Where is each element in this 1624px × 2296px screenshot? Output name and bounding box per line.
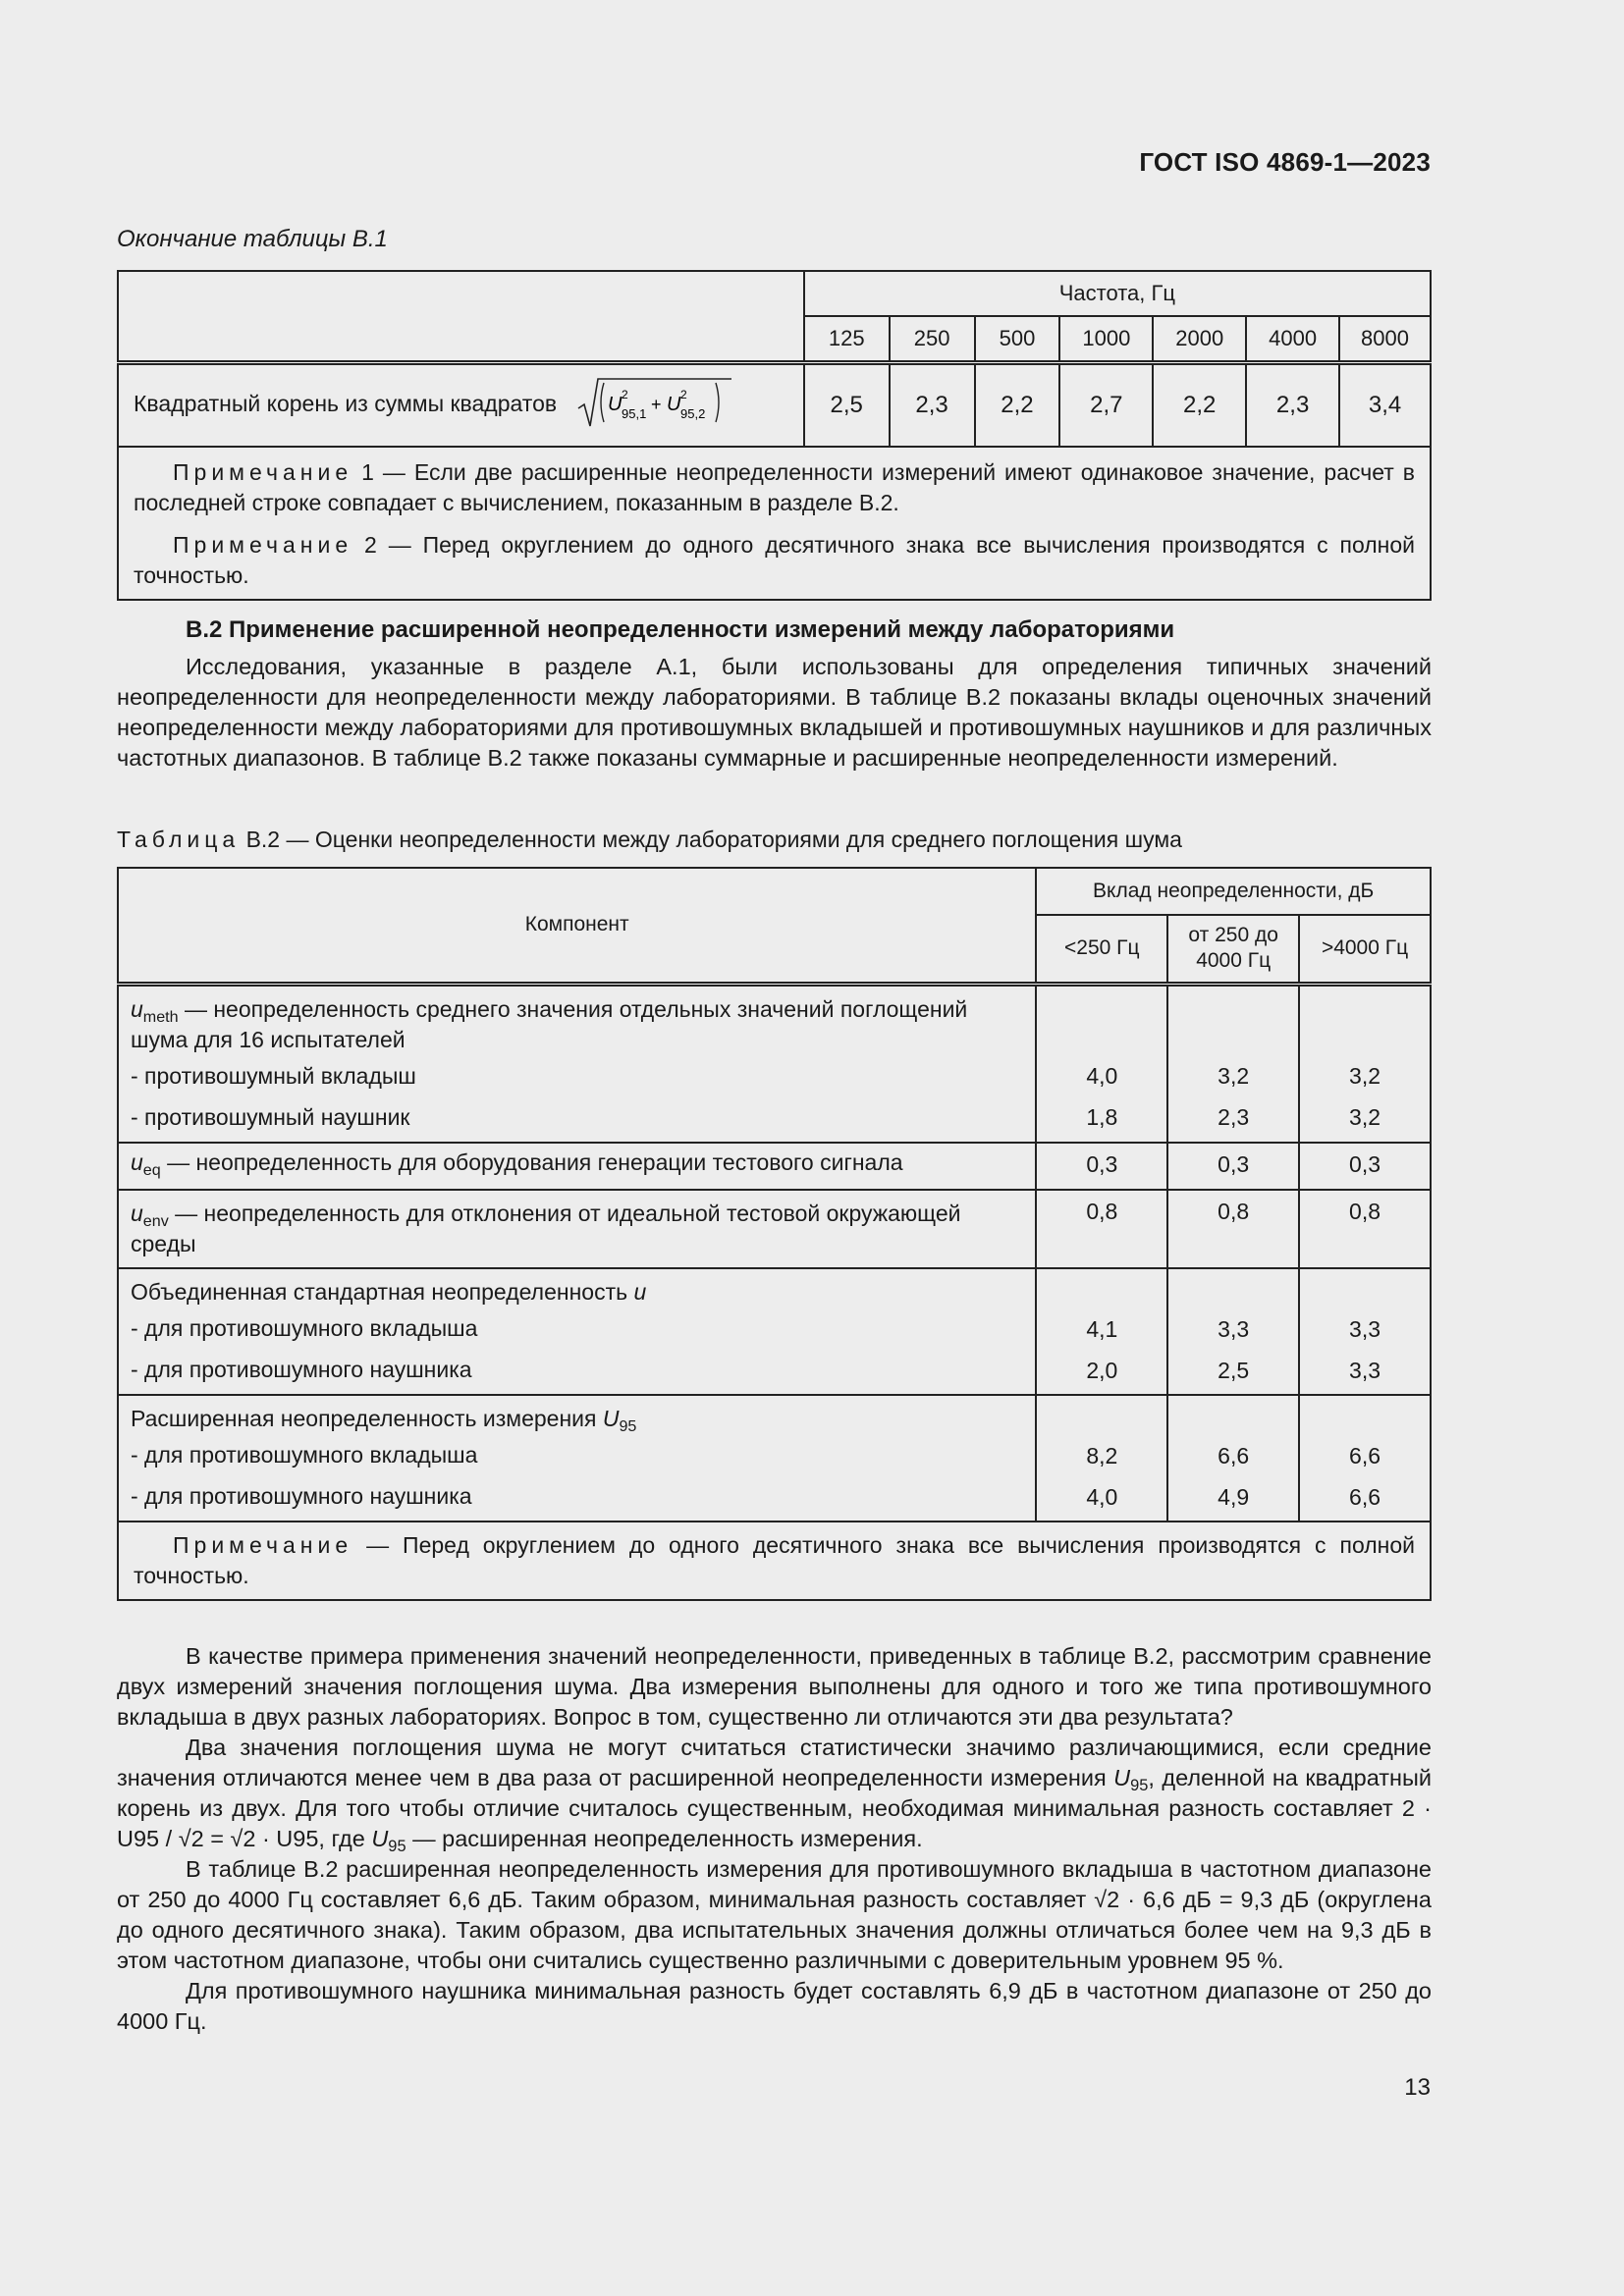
row-label-text: Квадратный корень из суммы квадратов (134, 391, 558, 417)
value-cell: 0,3 (1299, 1143, 1431, 1190)
value-cell: 2,2 (975, 363, 1060, 448)
body-paragraph-2: Два значения поглощения шума не могут считаться статистически значимо различающимися, если средние значения отличаются менее чем в два раза от расширенной неопределенности измерения $U_{95}$, деленной на квадратный корень из двух. Для того чтобы отличие считалось существенным, необходимая минимальная разность составляет 2 · U95 / √2 = √2 · U95, где $U_{95}$ — расширенная неопределенность измерения. (117, 1735, 1433, 1855)
value-cell: 2,7 (1059, 363, 1153, 448)
value-cell: 3,3 2,5 (1167, 1268, 1299, 1395)
standard-header: ГОСТ ISO 4869-1—2023 (1139, 147, 1431, 177)
value-cell: 6,6 6,6 (1299, 1395, 1431, 1522)
table-b1-end (117, 270, 1432, 601)
table2-note: Примечание — Перед округлением до одного десятичного знака все вычисления производятся с полной точностью. (118, 1522, 1431, 1600)
value-cell: 2,2 (1153, 363, 1246, 448)
root-sum-squares-formula (576, 375, 733, 436)
value-cell: 3,3 3,3 (1299, 1268, 1431, 1395)
value-cell: 4,0 1,8 (1036, 984, 1167, 1143)
value-cell: 2,3 (890, 363, 975, 448)
component-eq: $u_{eq}$ — неопределенность для оборудования генерации тестового сигнала (118, 1143, 1036, 1190)
component-meth: $u_{meth}$ — неопределенность среднего значения отдельных значений поглощений шума для 16 испытателей - противошумный вкладыш - противошумный наушник (118, 984, 1036, 1143)
value-cell: 0,3 (1167, 1143, 1299, 1190)
freq-header: Частота, Гц (804, 271, 1431, 316)
value-cell: 6,6 4,9 (1167, 1395, 1299, 1522)
svg-text:U: U (608, 394, 623, 415)
svg-text:95,1: 95,1 (622, 406, 647, 421)
note-2: Примечание 2 — Перед округлением до одного десятичного знака все вычисления производятся с полной точностью. (134, 532, 1415, 588)
expanded-uncertainty: Расширенная неопределенность измерения $U_{95}$ - для противошумного вкладыша - для противошумного наушника (118, 1395, 1036, 1522)
section-title: В.2 Применение расширенной неопределенности измерений между лабораториями (186, 616, 1175, 643)
value-cell: 2,5 (804, 363, 890, 448)
table1-caption: Окончание таблицы В.1 (117, 226, 388, 252)
note-1: Примечание 1 — Если две расширенные неопределенности измерений имеют одинаковое значение, расчет в последней строке совпадает с вычислением, показанным в разделе В.2. (134, 459, 1415, 515)
svg-text:95,2: 95,2 (680, 406, 706, 421)
freq-cell: 8000 (1339, 316, 1431, 363)
section-paragraph: Исследования, указанные в разделе А.1, были использованы для определения типичных значений неопределенности для неопределенности между лабораториями. В таблице В.2 показаны вклады оценочных значений неопределенности между лабораториями для противошумных вкладышей и противошумных наушников и для различных частотных диапазонов. В таблице В.2 также показаны суммарные и расширенные неопределенности измерений. (117, 654, 1432, 771)
page-number: 13 (1404, 2074, 1431, 2101)
table-b2 (117, 867, 1432, 1601)
body-text (117, 1641, 1432, 2037)
value-cell: 0,8 (1299, 1190, 1431, 1268)
table1-notes (118, 447, 1431, 600)
value-cell: 3,2 3,2 (1299, 984, 1431, 1143)
value-cell: 3,4 (1339, 363, 1431, 448)
value-cell: 0,8 (1167, 1190, 1299, 1268)
svg-text:+: + (651, 395, 662, 414)
svg-text:2: 2 (680, 388, 688, 401)
body-paragraph-1: В качестве примера применения значений неопределенности, приведенных в таблице В.2, рассмотрим сравнение двух измерений значения поглощения шума. Два измерения выполнены для одного и того же типа противошумного вкладыша в двух разных лабораториях. Вопрос в том, существенно ли отличаются эти два результата? (117, 1643, 1432, 1730)
min-difference-formula: 2 · U95 / √2 = √2 · U95 (117, 1795, 1432, 1851)
table1-empty-header (118, 271, 804, 363)
body-paragraph-3: В таблице В.2 расширенная неопределенность измерения для противошумного вкладыша в частотном диапазоне от 250 до 4000 Гц составляет 6,6 дБ. Таким образом, минимальная разность составляет √2 · 6,6 дБ = 9,3 дБ (округлена до одного десятичного знака). Таким образом, два испытательных значения должны отличаться более чем на 9,3 дБ в этом частотном диапазоне, чтобы они считались существенно различными с доверительным уровнем 95 %. (117, 1856, 1432, 1973)
table2-caption: Таблица В.2 — Оценки неопределенности между лабораториями для среднего поглощения шума (117, 827, 1182, 852)
freq-cell: 250 (890, 316, 975, 363)
value-cell: 2,3 (1246, 363, 1339, 448)
freq-cell: 2000 (1153, 316, 1246, 363)
value-cell: 3,2 2,3 (1167, 984, 1299, 1143)
freq-cell: 125 (804, 316, 890, 363)
freq-cell: 1000 (1059, 316, 1153, 363)
body-paragraph-4: Для противошумного наушника минимальная разность будет составлять 6,9 дБ в частотном диапазоне от 250 до 4000 Гц. (117, 1978, 1432, 2034)
value-cell: 0,8 (1036, 1190, 1167, 1268)
range-header: от 250 до 4000 Гц (1167, 915, 1299, 984)
table1-row-label (118, 363, 804, 448)
freq-cell: 500 (975, 316, 1060, 363)
col-component: Компонент (118, 868, 1036, 984)
range-header: <250 Гц (1036, 915, 1167, 984)
value-cell: 8,2 4,0 (1036, 1395, 1167, 1522)
component-env: $u_{env}$ — неопределенность для отклонения от идеальной тестовой окружающей среды (118, 1190, 1036, 1268)
value-cell: 4,1 2,0 (1036, 1268, 1167, 1395)
insert-difference-formula: √2 · 6,6 дБ = 9,3 дБ (1094, 1887, 1310, 1912)
value-cell: 0,3 (1036, 1143, 1167, 1190)
freq-cell: 4000 (1246, 316, 1339, 363)
svg-text:U: U (667, 394, 681, 415)
combined-uncertainty: Объединенная стандартная неопределенность u - для противошумного вкладыша - для противошумного наушника (118, 1268, 1036, 1395)
svg-text:2: 2 (622, 388, 629, 401)
range-header: >4000 Гц (1299, 915, 1431, 984)
col-contribution: Вклад неопределенности, дБ (1036, 868, 1431, 915)
